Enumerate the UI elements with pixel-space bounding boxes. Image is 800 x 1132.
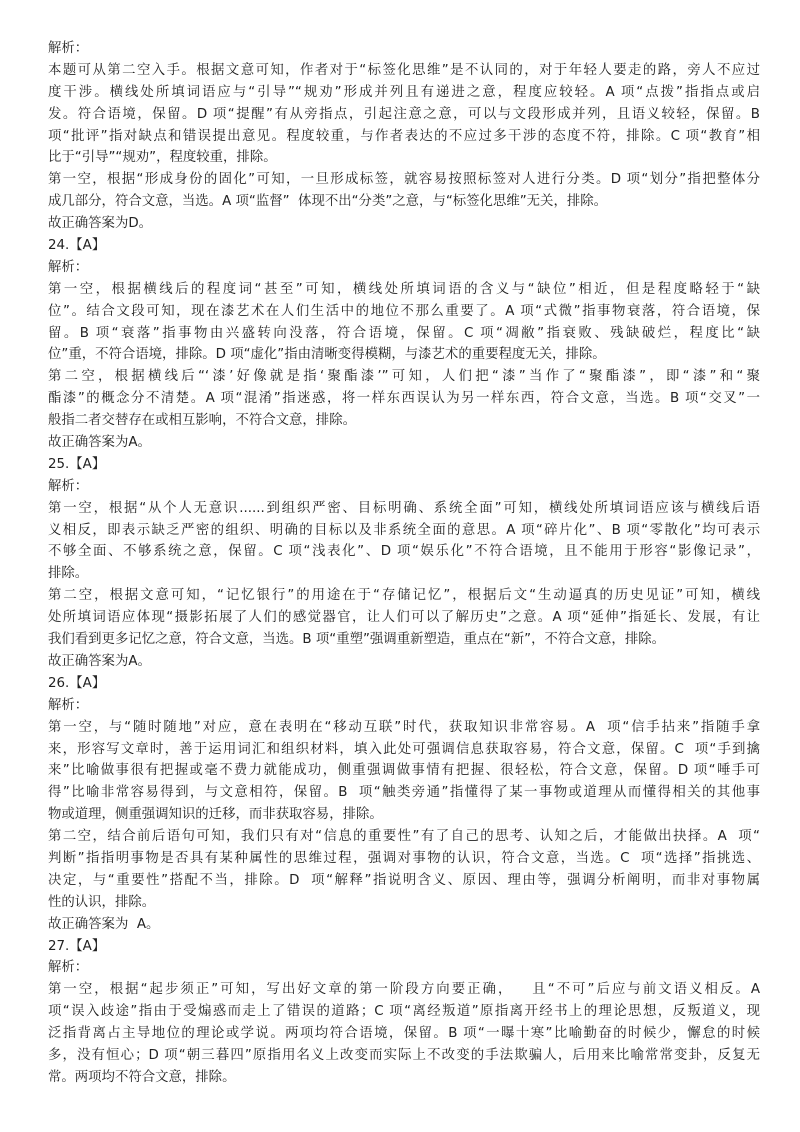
text-line: 第一空，根据“形成身份的固化”可知，一旦形成标签，就容易按照标签对人进行分类。D 项“划分”指把整体分 xyxy=(48,172,760,188)
text-line: 决定，与“重要性”搭配不当，排除。D 项“解释”指说明含义、原因、理由等，强调分析阐明，而非对事物属 xyxy=(48,872,760,888)
text-line: 来”比喻做事很有把握或毫不费力就能成功，侧重强调做事情有把握、很轻松，符合文意，保留。D 项“唾手可 xyxy=(48,763,760,779)
text-line: 酯漆”的概念分不清楚。A 项“混淆”指迷惑，将一样东西误认为另一样东西，符合文意，当选。B 项“交叉”一 xyxy=(48,391,760,407)
text-line: 常。两项均不符合文意，排除。 xyxy=(48,1069,236,1085)
text-line: 位”。结合文段可知，现在漆艺术在人们生活中的地位不那么重要了。A 项“式微”指事物衰落，符合语境，保 xyxy=(48,303,760,319)
text-line: 第一空，与“随时随地”对应，意在表明在“移动互联”时代，获取知识非常容易。A 项“信手拈来”指随手拿 xyxy=(48,719,760,735)
text-line: 度干涉。横线处所填词语应与“引导”“规劝”形成并列且有递进之意，程度应较轻。A 项“点拨”指指点或启 xyxy=(48,84,760,100)
text-line: 第一空，根据“起步须正”可知，写出好文章的第一阶段方向要正确， 且“不可”后应与前文语义相反。A xyxy=(48,982,760,998)
text-line: 24.【A】 xyxy=(48,238,106,254)
text-line: 位”重，不符合语境，排除。D 项“虚化”指由清晰变得模糊，与漆艺术的重要程度无关，排除。 xyxy=(48,347,606,363)
text-line: 故正确答案为A。 xyxy=(48,435,151,451)
text-line: 来，形容写文章时，善于运用词汇和组织材料，填入此处可强调信息获取容易，符合文意，保留。C 项“手到擒 xyxy=(48,741,760,757)
text-line: 27.【A】 xyxy=(48,938,106,954)
text-line: 故正确答案为A。 xyxy=(48,653,151,669)
document-body xyxy=(48,38,760,1089)
text-line: 成几部分，符合文意，当选。A 项“监督” 体现不出“分类”之意，与“标签化思维”无关，排除。 xyxy=(48,194,608,210)
text-line: 第一空，根据横线后的程度词“甚至”可知，横线处所填词语的含义与“缺位”相近，但是程度略轻于“缺 xyxy=(48,281,760,297)
text-line: 得”比喻非常容易得到，与文意相符，保留。B 项“触类旁通”指懂得了某一事物或道理从而懂得相关的其他事 xyxy=(48,785,760,801)
text-line: 般指二者交替存在或相互影响，不符合文意，排除。 xyxy=(48,413,356,429)
text-line: 故正确答案为D。 xyxy=(48,216,153,232)
text-line: 留。B 项“衰落”指事物由兴盛转向没落，符合语境，保留。C 项“凋敝”指衰败、残缺破烂，程度比“缺 xyxy=(48,325,760,341)
text-line: 物或道理，侧重强调知识的迁移，而非获取容易，排除。 xyxy=(48,807,383,823)
text-line: 发。符合语境，保留。D 项“提醒”有从旁指点，引起注意之意，可以与文段形成并列，且语义较轻，保留。B xyxy=(48,106,760,122)
text-line: 解析： xyxy=(48,697,89,713)
text-line: 第二空，根据文意可知，“记忆银行”的用途在于“存储记忆”，根据后文“生动逼真的历史见证”可知，横线 xyxy=(48,588,760,604)
text-line: 项“批评”指对缺点和错误提出意见。程度较重，与作者表达的不应过多干涉的态度不符，排除。C 项“教育”相 xyxy=(48,128,760,144)
text-line: 故正确答案为 A。 xyxy=(48,916,160,932)
text-line: 多，没有恒心；D 项“朝三暮四”原指用名义上改变而实际上不改变的手法欺骗人，后用来比喻常常变卦，反复无 xyxy=(48,1047,760,1063)
text-line: 第二空，结合前后语句可知，我们只有对“信息的重要性”有了自己的思考、认知之后，才能做出抉择。A 项“ xyxy=(48,829,760,845)
text-line: 判断”指指明事物是否具有某种属性的思维过程，强调对事物的认识，符合文意，当选。C 项“选择”指挑选、 xyxy=(48,850,760,866)
text-line: 排除。 xyxy=(48,566,89,582)
text-line: 第二空，根据横线后“‘漆’好像就是指‘聚酯漆’”可知，人们把“漆”当作了“聚酯漆”，即“漆”和“聚 xyxy=(48,369,760,385)
text-line: 不够全面、不够系统之意，保留。C 项“浅表化”、D 项“娱乐化”不符合语境，且不能用于形容“影像记录”， xyxy=(48,544,760,560)
text-line: 25.【A】 xyxy=(48,456,106,472)
text-line: 26.【A】 xyxy=(48,675,106,691)
text-line: 泛指背离占主导地位的理论或学说。两项均符合语境，保留。B 项“一曝十寒”比喻勤奋的时候少，懈怠的时候 xyxy=(48,1026,760,1042)
text-line: 比于“引导”“规劝”，程度较重，排除。 xyxy=(48,150,277,166)
text-line: 项“误入歧途”指由于受煽惑而走上了错误的道路；C 项“离经叛道”原指离开经书上的理论思想，反叛道义，现 xyxy=(48,1004,760,1020)
text-line: 解析： xyxy=(48,41,89,56)
text-line: 义相反，即表示缺乏严密的组织、明确的目标以及非系统全面的意思。A 项“碎片化”、B 项“零散化”均可表示 xyxy=(48,522,760,538)
text-line: 解析： xyxy=(48,960,89,976)
text-line: 处所填词语应体现“摄影拓展了人们的感觉器官，让人们可以了解历史”之意。A 项“延伸”指延长、发展，有让 xyxy=(48,610,760,626)
text-line: 解析： xyxy=(48,259,89,275)
text-line: 解析： xyxy=(48,478,89,494)
text-line: 本题可从第二空入手。根据文意可知，作者对于“标签化思维”是不认同的，对于年轻人要走的路，旁人不应过 xyxy=(48,62,760,78)
text-line: 第一空，根据“从个人无意识......到组织严密、目标明确、系统全面”可知，横线处所填词语应该与横线后语 xyxy=(48,500,760,516)
text-line: 我们看到更多记忆之意，符合文意，当选。B 项“重塑”强调重新塑造，重点在“新”，不符合文意，排除。 xyxy=(48,632,665,648)
text-line: 性的认识，排除。 xyxy=(48,894,156,910)
